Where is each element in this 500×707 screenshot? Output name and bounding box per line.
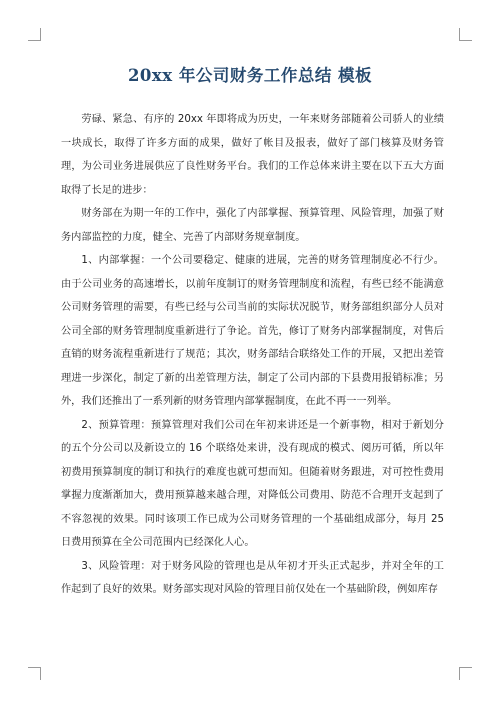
crop-mark-bottom-left bbox=[28, 667, 41, 680]
crop-mark-top-left bbox=[28, 28, 41, 41]
crop-mark-bottom-right bbox=[459, 667, 472, 680]
paragraph-risk-management: 3、风险管理：对于财务风险的管理也是从年初才开头正式起步，并对全年的工作起到了良好的效果。财务部实现对风险的管理目前仅处在一个基础阶段，例如库存 bbox=[61, 560, 444, 595]
paragraph-internal-control: 1、内部掌握：一个公司要稳定、健康的进展，完善的财务管理制度必不行少。由于公司业务的高速增长，以前年度制订的财务管理制度和流程，有些已经不能满意公司财务管理的需要，有些已经与公司当前的实际状况脱节，财务部组织部分人员对公司全部的财务管理制度重新进行了争论。首先，修订了财务内部掌握制度，对售后直销的财务流程重新进行了规范；其次，财务部结合联络处工作的开展，又把出差管理进一步深化，制定了新的出差管理方法，制定了公司内部的下县费用报销标准；另外，我们还推出了一系列新的财务管理内部掌握制度，在此不再一一列举。 bbox=[61, 255, 444, 407]
paragraph-summary: 财务部在为期一年的工作中，强化了内部掌握、预算管理、风险管理，加强了财务内部监控的力度，健全、完善了内部财务规章制度。 bbox=[61, 208, 444, 243]
paragraph-intro: 劳碌、紧急、有序的 20xx 年即将成为历史，一年来财务部随着公司骄人的业绩一块成长，取得了许多方面的成果，做好了帐目及报表，做好了部门核算及财务管理，为公司业务进展供应了良性财务平台。我们的工作总体来讲主要在以下五大方面取得了长足的进步： bbox=[61, 114, 444, 196]
document-body bbox=[61, 108, 444, 602]
paragraph-budget-management: 2、预算管理：预算管理对我们公司在年初来讲还是一个新事物，相对于新划分的五个分公司以及新设立的 16 个联络处来讲，没有现成的模式、阅历可循，所以年初费用预算制度的制订和执行的难度也就可想而知。但随着财务跟进，对可控性费用掌握力度渐渐加大，费用预算越来越合理，对降低公司费用、防范不合理开支起到了不容忽视的效果。同时该项工作已成为公司财务管理的一个基础组成部分，每月 25 日费用预算在全公司范围内已经深化人心。 bbox=[61, 419, 444, 548]
document-title: 20xx 年公司财务工作总结 模板 bbox=[127, 66, 373, 85]
crop-mark-top-right bbox=[459, 28, 472, 41]
